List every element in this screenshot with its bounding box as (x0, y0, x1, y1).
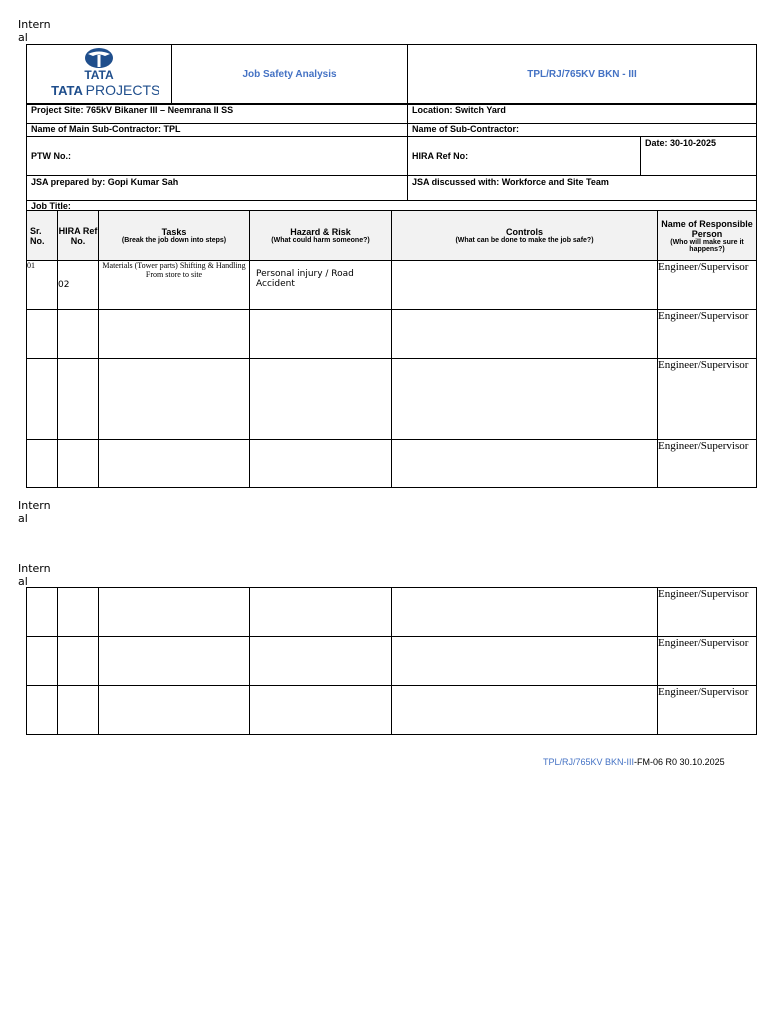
internal-label-top: Intern al (18, 18, 51, 44)
col-tasks (99, 211, 250, 261)
row-resp: Engineer/Supervisor (658, 261, 757, 310)
row-hira (58, 310, 99, 359)
row-controls (392, 310, 658, 359)
row-sr (27, 440, 58, 488)
row-task (99, 588, 250, 637)
brand-line1: TATA (84, 68, 114, 82)
jsa-table-continued (26, 587, 757, 735)
col-resp-title: Name of Responsible Person (661, 218, 753, 239)
row-sr (27, 686, 58, 735)
row-controls (392, 588, 658, 637)
col-hazard (250, 211, 392, 261)
row-task (99, 440, 250, 488)
table-row (27, 359, 757, 440)
row-controls (392, 686, 658, 735)
col-resp-sub: (Who will make sure it happens?) (670, 238, 744, 253)
row-sr (27, 310, 58, 359)
job-title: Job Title: (27, 201, 757, 213)
footer (543, 757, 725, 767)
row-hazard (250, 686, 392, 735)
row-hazard: Personal injury / Road Accident (250, 261, 392, 310)
doc-code: TPL/RJ/765KV BKN - III (408, 45, 757, 105)
col-tasks-title: Tasks (161, 227, 187, 237)
row-hazard (250, 310, 392, 359)
brand-line2b: PROJECTS (85, 82, 159, 98)
row-task (99, 686, 250, 735)
row-controls (392, 440, 658, 488)
date: Date: 30-10-2025 (641, 137, 757, 176)
internal-label-page2: Intern al (18, 562, 51, 588)
row-hazard (250, 588, 392, 637)
row-sr (27, 588, 58, 637)
main-subcontractor: Name of Main Sub-Contractor: TPL (27, 124, 408, 137)
row-resp: Engineer/Supervisor (658, 310, 757, 359)
hira-ref-no: HIRA Ref No: (408, 137, 641, 176)
table-row (27, 637, 757, 686)
internal-label-mid: Intern al (18, 499, 51, 525)
row-hazard (250, 637, 392, 686)
header-table (26, 44, 757, 105)
row-hira: 02 (58, 261, 99, 310)
page-title: Job Safety Analysis (172, 45, 408, 105)
row-resp: Engineer/Supervisor (658, 588, 757, 637)
row-resp: Engineer/Supervisor (658, 637, 757, 686)
col-sr: Sr. No. (27, 211, 58, 261)
table-row (27, 440, 757, 488)
row-task: Materials (Tower parts) Shifting & Handling From store to site (99, 261, 250, 310)
table-row (27, 310, 757, 359)
table-row (27, 588, 757, 637)
row-hazard (250, 359, 392, 440)
brand-line2a: TATA (51, 83, 83, 98)
discussed-with: JSA discussed with: Workforce and Site Team (408, 176, 757, 201)
row-resp: Engineer/Supervisor (658, 359, 757, 440)
col-hira: HIRA Ref No. (58, 211, 99, 261)
row-hazard (250, 440, 392, 488)
row-sr (27, 637, 58, 686)
row-hira (58, 588, 99, 637)
table-row (27, 686, 757, 735)
row-controls (392, 637, 658, 686)
prepared-by: JSA prepared by: Gopi Kumar Sah (27, 176, 408, 201)
location: Location: Switch Yard (408, 104, 757, 124)
row-controls (392, 261, 658, 310)
col-hazard-sub: (What could harm someone?) (271, 237, 370, 244)
col-controls-title: Controls (506, 227, 543, 237)
row-controls (392, 359, 658, 440)
col-controls (392, 211, 658, 261)
row-hira (58, 686, 99, 735)
row-sr (27, 359, 58, 440)
footer-rest: -FM-06 R0 30.10.2025 (634, 757, 725, 767)
col-hazard-title: Hazard & Risk (290, 227, 351, 237)
row-hira (58, 440, 99, 488)
row-hira (58, 359, 99, 440)
project-site: Project Site: 765kV Bikaner III – Neemrana II SS (27, 104, 408, 124)
col-controls-sub: (What can be done to make the job safe?) (455, 237, 594, 244)
row-task (99, 637, 250, 686)
ptw-no: PTW No.: (27, 137, 408, 176)
logo-cell (27, 45, 172, 105)
row-task (99, 359, 250, 440)
col-tasks-sub: (Break the job down into steps) (121, 237, 227, 244)
subcontractor: Name of Sub-Contractor: (408, 124, 757, 137)
row-resp: Engineer/Supervisor (658, 440, 757, 488)
row-resp: Engineer/Supervisor (658, 686, 757, 735)
table-row (27, 261, 757, 310)
row-hira (58, 637, 99, 686)
row-task (99, 310, 250, 359)
tata-logo-icon (39, 45, 159, 99)
col-resp (658, 211, 757, 261)
footer-code: TPL/RJ/765KV BKN-III (543, 757, 635, 767)
info-table (26, 103, 757, 213)
jsa-table (26, 210, 757, 488)
row-sr: 01 (27, 261, 58, 310)
